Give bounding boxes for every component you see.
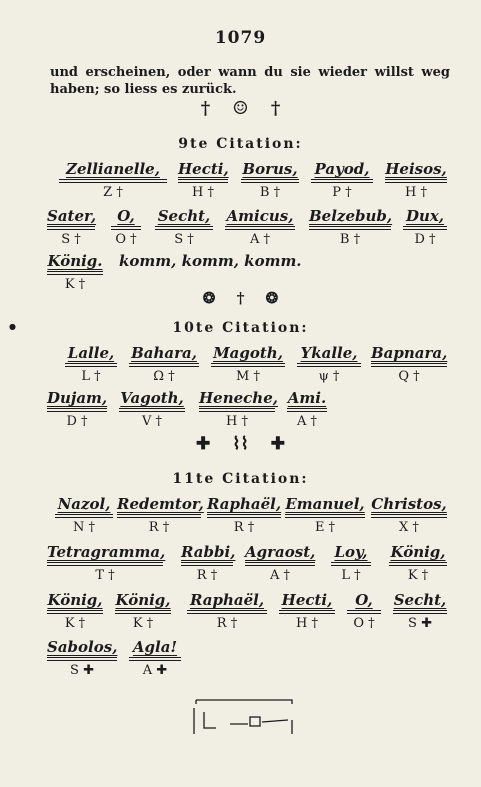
citation-9-row-3 [47,252,447,294]
citation-word: Raphaël, R † [187,591,267,633]
citation-word: Sater, S † [47,207,97,247]
citation-11-row-3 [47,591,447,633]
citation-word: O, O † [347,591,381,633]
citation-word: Magoth, M † [211,344,285,386]
citation-word: Heisos, H † [385,160,447,200]
sun-icon: ❂ [265,289,279,307]
sun-icon: ❂ [202,289,216,307]
citation-10-row-2 [47,389,447,431]
citation-word: Dujam, D † [47,389,108,429]
citation-word: Bapnara, Q † [371,344,448,384]
margin-dot: ● [9,322,16,331]
citation-word: Payod, P † [311,160,373,202]
citation-word: Ami. A † [287,389,327,429]
citation-word: Heneche, H † [199,389,278,429]
cross-icon: † [200,98,211,119]
citation-11-row-1 [47,495,447,537]
face-icon: ☺ [232,98,249,119]
citation-word: Christos, X † [371,495,447,535]
citation-word: Vagoth, V † [120,389,184,429]
citation-word: Borus, B † [242,160,298,200]
cross-pattee-icon: ✚ [196,434,211,454]
wavy-lines-icon: ⌇⌇ [232,434,249,454]
citation-word: Ykalle, ψ † [297,344,361,386]
symbol-row-mid [0,289,481,307]
citation-word: Hecti, H † [279,591,335,633]
citation-word: Nazol, N † [55,495,113,537]
citation-9-row-1 [47,160,447,202]
citation-9-tail: komm, komm, komm. [119,252,302,270]
citation-word: Secht, S † [155,207,213,249]
citation-11-heading: 11te Citation: [172,471,309,487]
cross-icon: † [236,289,245,307]
citation-10-row-1 [47,344,447,386]
citation-word: Redemtor, R † [117,495,204,535]
citation-word: König, K † [47,591,103,631]
citation-word: Sabolos, S ✚ [47,638,118,678]
symbol-row-low [0,434,481,454]
cross-icon: † [270,98,281,119]
citation-11-row-4 [47,638,447,680]
citation-word: Amicus, A † [226,207,294,247]
citation-word: Zellianelle, Z † [59,160,167,202]
citation-word: König, K † [390,543,446,583]
cross-pattee-icon: ✚ [270,434,285,454]
citation-word: Agraost, A † [245,543,316,583]
sigil-diagram [192,698,296,738]
citation-word: Secht, S ✚ [393,591,447,631]
citation-9-row-2 [47,207,447,249]
citation-9-heading: 9te Citation: [178,136,303,152]
citation-11-row-2 [47,543,447,585]
citation-word: Tetragramma, T † [47,543,166,583]
citation-word: König. K † [47,252,103,292]
citation-word: Raphaël, R † [207,495,282,535]
page-number: 1079 [214,28,267,48]
citation-word: Lalle, L † [65,344,117,386]
citation-word: Emanuel, E † [285,495,365,535]
citation-word: Hecti, H † [178,160,229,200]
symbol-row-top [0,98,481,119]
citation-word: Agla! A ✚ [129,638,181,680]
citation-word: Loy, L † [331,543,371,585]
intro-text-line-1: und erscheinen, oder wann du sie wieder willst weg [50,65,450,80]
citation-word: O, O † [111,207,141,249]
intro-text-line-2: haben; so liess es zurück. [50,82,237,97]
citation-word: Rabbi, R † [181,543,236,583]
citation-10-heading: 10te Citation: [172,320,309,336]
citation-word: Belzebub, B † [309,207,393,247]
citation-word: Bahara, Ω † [129,344,199,386]
citation-word: Dux, D † [403,207,447,249]
citation-word: König, K † [115,591,171,631]
